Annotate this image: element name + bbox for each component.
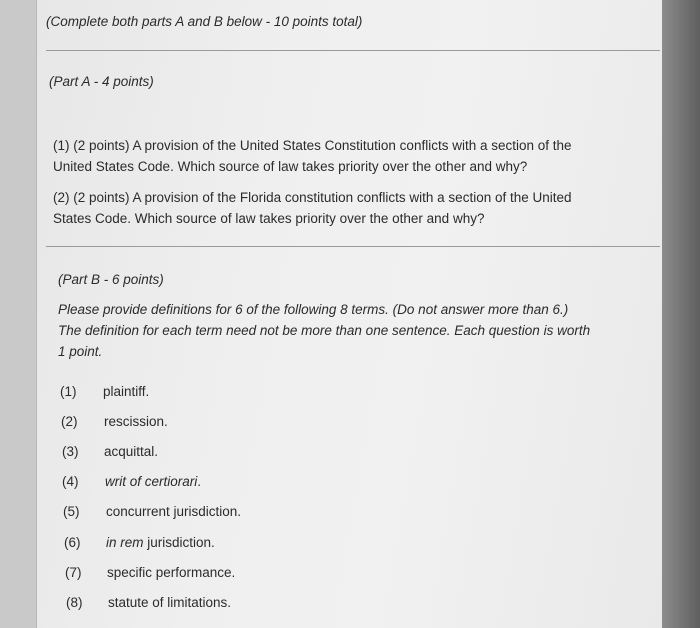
term-suffix: jurisdiction. [143,535,215,550]
part-b-heading: (Part B - 6 points) [58,272,164,287]
part-b-instructions: Please provide definitions for 6 of the following 8 terms. (Do not answer more than 6.) The definition for each term need not be more than one sentence. Each question is worth 1 point. [58,302,591,359]
list-item-term [106,533,215,553]
list-item-number: (8) [66,595,83,610]
list-item-number: (5) [63,504,80,519]
list-item-term: statute of limitations. [108,595,232,610]
divider [46,246,660,247]
part-a-question-1: (1) (2 points) A provision of the United States Constitution conflicts with a section of the United States Code. Which source of law takes priority over the other and why? [53,138,572,174]
instruction-header: (Complete both parts A and B below - 10 points total) [46,14,363,29]
list-item-number: (6) [64,535,81,550]
list-item-number: (7) [65,565,82,580]
list-item-number: (1) [60,384,77,399]
part-a-question-2: (2) (2 points) A provision of the Florida constitution conflicts with a section of the United States Code. Which source of law takes priority over the other and why? [53,190,572,226]
list-item-term: acquittal. [104,444,159,459]
term-italic: writ of certiorari [105,474,198,489]
list-item-term: specific performance. [107,565,236,580]
list-item-term [105,472,201,492]
background-edge [662,0,700,628]
list-item-number: (3) [62,444,79,459]
list-item-term: plaintiff. [103,384,150,399]
divider [46,50,660,51]
term-italic: in rem [106,535,144,550]
list-item-term: rescission. [104,414,168,429]
list-item-number: (4) [62,474,79,489]
part-a-heading: (Part A - 4 points) [49,74,154,89]
list-item-number: (2) [61,414,78,429]
term-suffix: . [197,474,202,489]
list-item-term: concurrent jurisdiction. [106,504,242,519]
